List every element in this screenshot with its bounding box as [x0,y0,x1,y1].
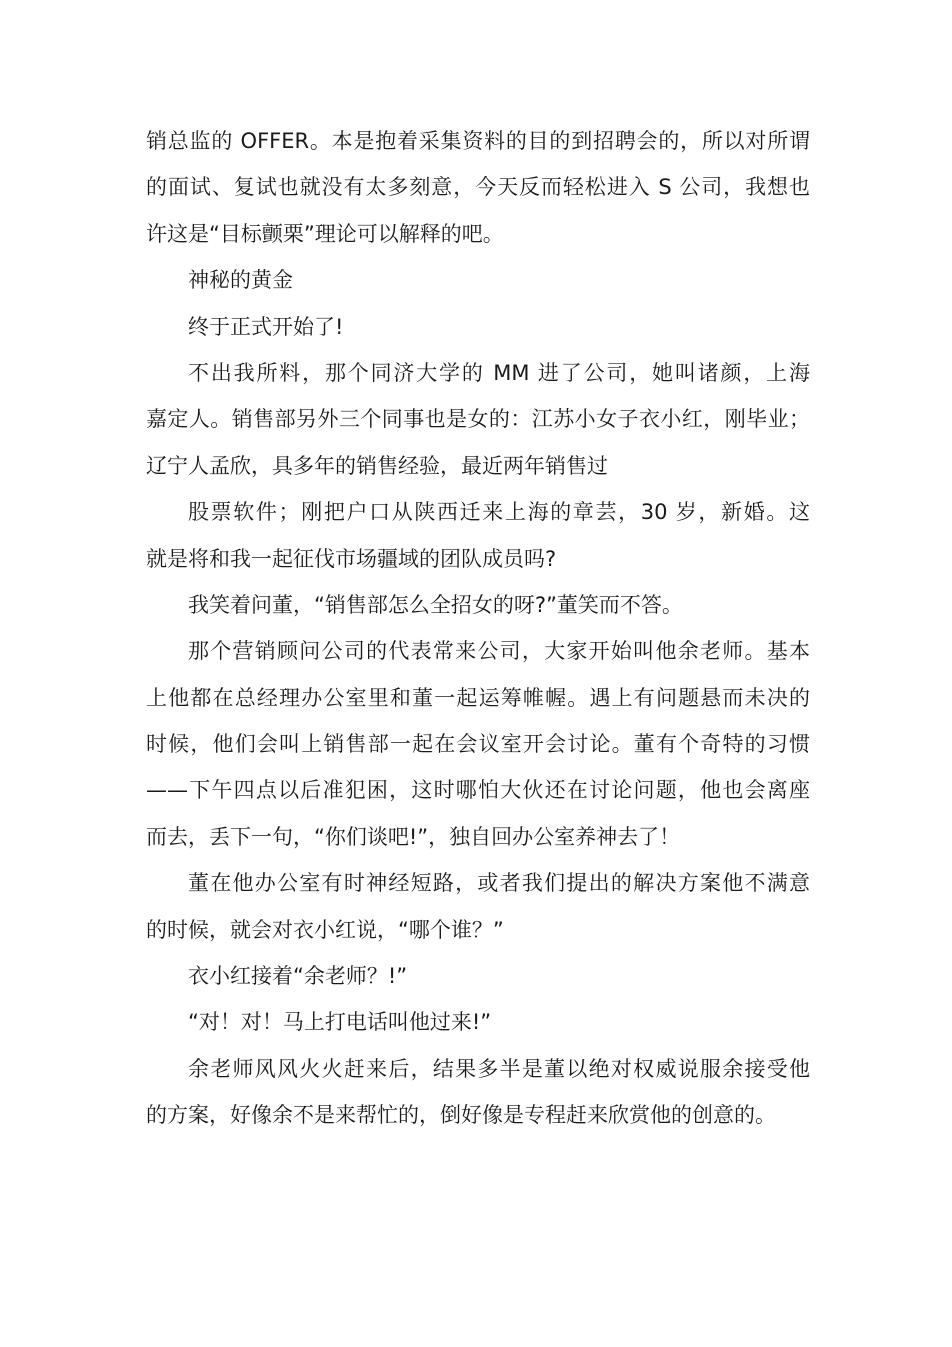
text-line: 许这是“目标颤栗”理论可以解释的吧。 [146,221,504,246]
text-line: 衣小红接着“余老师？!” [188,964,408,989]
text-line: 销总监的 OFFER。本是抱着采集资料的目的到招聘会的，所以对所谓 [146,129,810,153]
text-line: 就是将和我一起征伐市场疆域的团队成员吗? [146,546,557,571]
text-line: 董在他办公室有时神经短路，或者我们提出的解决方案他不满意 [188,871,810,896]
text-line: 终于正式开始了! [188,314,344,339]
text-line: 辽宁人孟欣，具多年的销售经验，最近两年销售过 [146,453,608,478]
text-line: 余老师风风火火赶来后，结果多半是董以绝对权威说服余接受他 [188,1056,810,1081]
text-line: 时候，他们会叫上销售部一起在会议室开会讨论。董有个奇特的习惯 [146,732,810,757]
text-line: 嘉定人。销售部另外三个同事也是女的：江苏小女子衣小红，刚毕业； [146,407,810,432]
text-line: 的面试、复试也就没有太多刻意，今天反而轻松进入 S 公司，我想也 [146,175,810,200]
text-line: ——下午四点以后准犯困，这时哪怕大伙还在讨论问题，他也会离座 [146,778,810,803]
text-line: 不出我所料，那个同济大学的 MM 进了公司，她叫诸颜，上海 [188,360,810,385]
text-line: 那个营销顾问公司的代表常来公司，大家开始叫他余老师。基本 [188,639,810,664]
text-line: “对！对！马上打电话叫他过来!” [188,1010,492,1035]
text-line: 我笑着问董，“销售部怎么全招女的呀?”董笑而不答。 [188,592,683,617]
section-heading: 神秘的黄金 [188,268,293,293]
text-line: 股票软件；刚把户口从陕西迁来上海的章芸，30 岁，新婚。这 [188,500,810,525]
body-text [146,118,810,1139]
text-line: 的时候，就会对衣小红说，“哪个谁？” [146,917,504,942]
text-line: 上他都在总经理办公室里和董一起运筹帷幄。遇上有问题悬而未决的 [146,685,810,710]
text-line: 的方案，好像余不是来帮忙的，倒好像是专程赶来欣赏他的创意的。 [146,1103,776,1128]
text-line: 而去，丢下一句，“你们谈吧!”，独自回办公室养神去了！ [146,824,681,849]
